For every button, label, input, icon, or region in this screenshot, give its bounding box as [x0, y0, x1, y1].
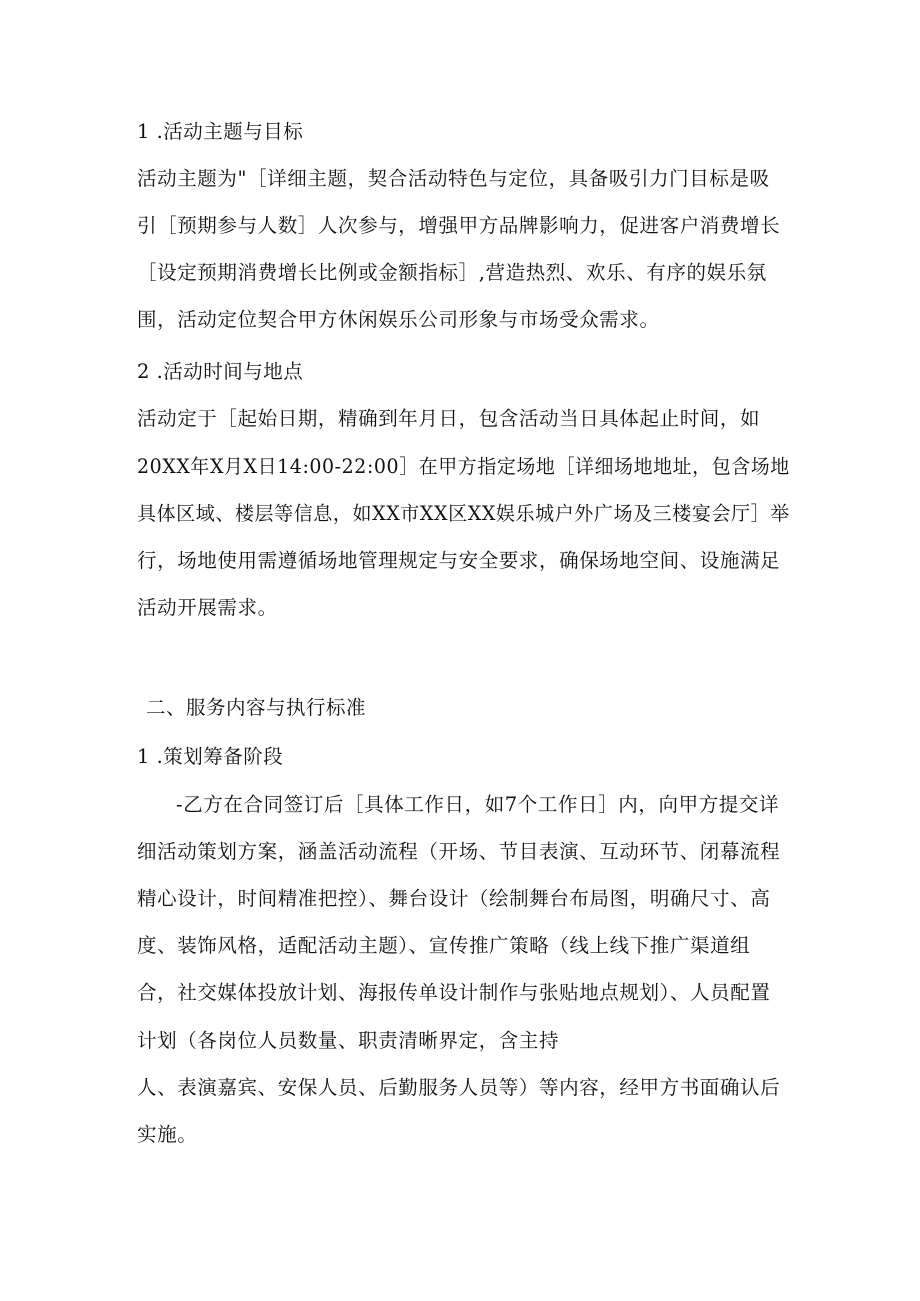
paragraph-line: 引［预期参与人数］人次参与，增强甲方品牌影响力，促进客户消费增长 [137, 214, 781, 237]
paragraph-line: 合，社交媒体投放计划、海报传单设计制作与张贴地点规划）、人员配置 [137, 981, 771, 1004]
paragraph-line: 细活动策划方案，涵盖活动流程（开场、节目表演、互动环节、闭幕流程 [137, 840, 781, 863]
paragraph-line: 精心设计，时间精准把控）、舞台设计（绘制舞台布局图，明确尺寸、高 [137, 887, 771, 910]
paragraph-line: 人、表演嘉宾、安保人员、后勤服务人员等）等内容，经甲方书面确认后 [137, 1076, 781, 1099]
paragraph-line: 计划（各岗位人员数量、职责清晰界定，含主持 [137, 1029, 560, 1052]
paragraph-line: 20XX年X月X日14:00-22:00］在甲方指定场地［详细场地地址，包含场地 [137, 455, 790, 478]
paragraph-line: 活动定于［起始日期，精确到年月日，包含活动当日具体起止时间，如 [137, 407, 761, 430]
paragraph-line: 具体区域、楼层等信息，如XX市XX区XX娱乐城户外广场及三楼宴会厅］举 [137, 502, 790, 525]
paragraph-line: 实施。 [137, 1123, 198, 1146]
paragraph-line: 活动主题为"［详细主题，契合活动特色与定位，具备吸引力门目标是吸 [137, 167, 770, 190]
item-heading-planning: 1 .策划筹备阶段 [137, 745, 284, 768]
paragraph-line: 围，活动定位契合甲方休闲娱乐公司形象与市场受众需求。 [137, 308, 660, 331]
item-heading-theme: 1 .活动主题与目标 [137, 120, 304, 143]
paragraph-line: 行，场地使用需遵循场地管理规定与安全要求，确保场地空间、设施满足 [137, 549, 781, 572]
paragraph-line: ［设定预期消费增长比例或金额指标］,营造热烈、欢乐、有序的娱乐氛 [137, 261, 767, 284]
item-heading-time-place: 2 .活动时间与地点 [137, 360, 304, 383]
paragraph-line: -乙方在合同签订后［具体工作日，如7个工作日］内，向甲方提交详 [176, 793, 780, 816]
paragraph-line: 度、装饰风格，适配活动主题）、宣传推广策略（线上线下推广渠道组 [137, 934, 751, 957]
paragraph-line: 活动开展需求。 [137, 596, 278, 619]
section-title: 二、服务内容与执行标准 [146, 696, 367, 719]
